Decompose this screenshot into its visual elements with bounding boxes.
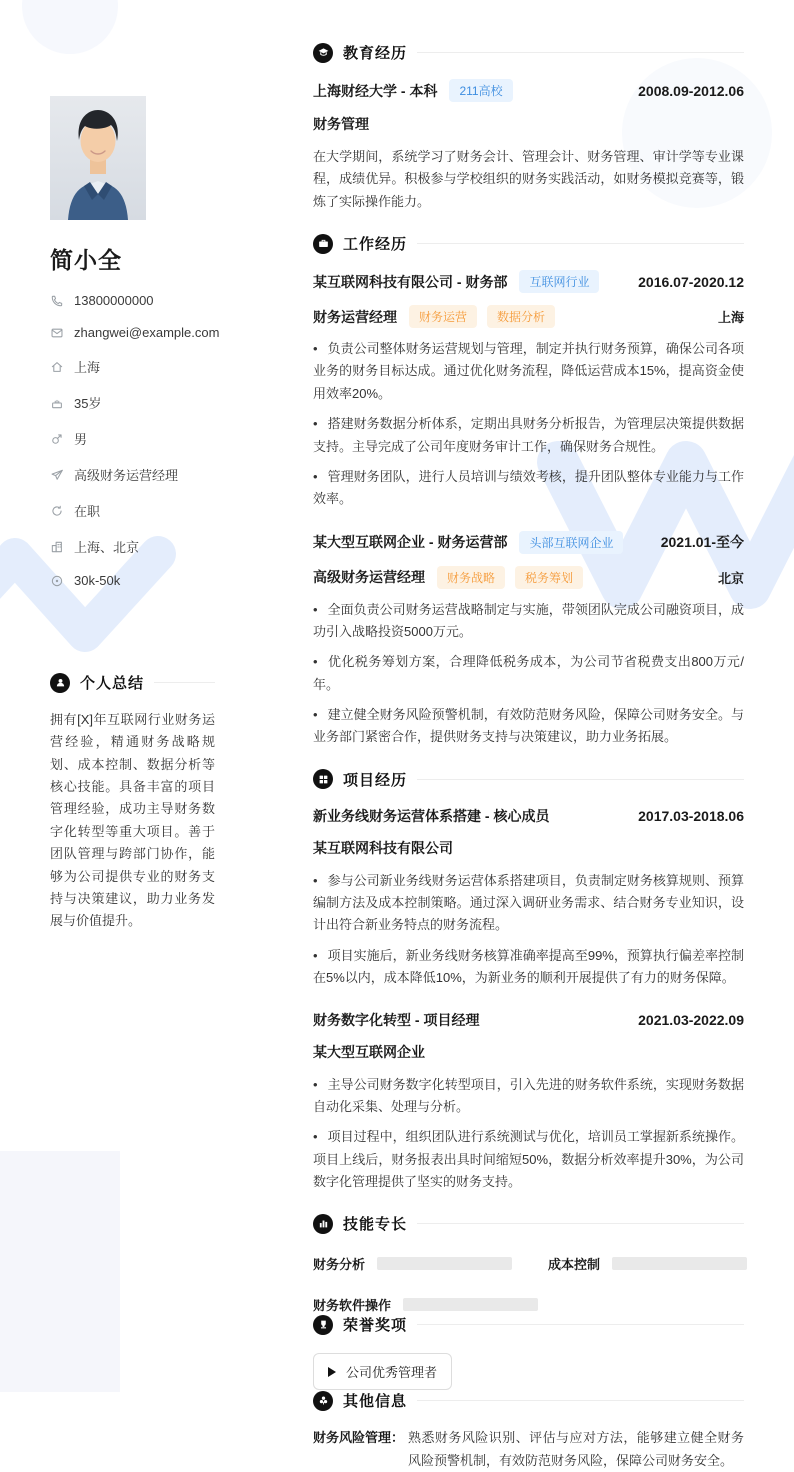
work-section-header xyxy=(313,233,744,254)
profile-photo xyxy=(50,96,146,220)
play-icon xyxy=(328,1367,336,1377)
contact-item-salary xyxy=(50,573,215,588)
projects-section-header xyxy=(313,769,744,790)
section-work xyxy=(313,233,744,749)
honors-title: 荣誉奖项 xyxy=(343,1317,408,1335)
header-divider xyxy=(417,1324,744,1325)
work-bullet: • 搭建财务数据分析体系，定期出具财务分析报告，为管理层决策提供数据支持。主导完成了公司年度财务审计工作，确保财务合规性。 xyxy=(313,413,744,458)
salary-icon xyxy=(50,574,64,588)
education-title-row xyxy=(313,79,744,102)
contact-value: 男 xyxy=(74,432,88,447)
company-name: 某大型互联网企业 - 财务运营部 xyxy=(313,534,508,551)
decor-rect-bottom-left xyxy=(0,1151,120,1392)
project-title-row xyxy=(313,1010,744,1030)
skills-title: 技能专长 xyxy=(343,1216,408,1234)
candidate-name: 简小全 xyxy=(50,247,122,273)
project-company-row xyxy=(313,1042,744,1062)
contact-item-email xyxy=(50,325,220,340)
project-bullet: • 主导公司财务数字化转型项目，引入先进的财务软件系统，实现财务数据自动化采集、处理与分析。 xyxy=(313,1074,744,1119)
section-education xyxy=(313,42,744,213)
school-name: 上海财经大学 - 本科 xyxy=(313,82,438,99)
work-location: 上海 xyxy=(717,310,744,326)
projects-title: 项目经历 xyxy=(343,771,408,789)
major-row xyxy=(313,114,744,134)
project-name: 财务数字化转型 - 项目经理 xyxy=(313,1011,480,1028)
contact-value: 高级财务运营经理 xyxy=(74,468,179,483)
work-role-row xyxy=(313,566,744,589)
other-label: 财务风险管理： xyxy=(313,1430,405,1446)
project-entry xyxy=(313,1010,744,1194)
project-date: 2021.03-2022.09 xyxy=(638,1011,744,1028)
work-bullet: • 优化税务筹划方案，合理降低税务成本，为公司节省税费支出800万元/年。 xyxy=(313,651,744,696)
work-entry xyxy=(313,531,744,749)
project-bullet: • 参与公司新业务线财务运营体系搭建项目，负责制定财务核算规则、预算编制方法及成本控制策略。通过深入调研业务需求、结合财务专业知识，设计出符合新业务特点的财务流程。 xyxy=(313,870,744,937)
gender-icon xyxy=(50,432,64,446)
contact-item-gender xyxy=(50,429,215,448)
contact-item-age xyxy=(50,393,215,412)
other-section-header xyxy=(313,1390,744,1411)
project-company: 某互联网科技有限公司 xyxy=(313,839,453,856)
bar-chart-icon xyxy=(313,1214,333,1234)
contact-value: 30k-50k xyxy=(74,573,121,588)
phone-icon xyxy=(50,294,64,308)
other-title: 其他信息 xyxy=(343,1393,408,1411)
age-icon xyxy=(50,396,64,410)
work-date: 2021.01-至今 xyxy=(660,534,744,551)
header-divider xyxy=(417,243,744,244)
work-bullet: • 负责公司整体财务运营规划与管理，制定并执行财务预算，确保公司各项业务的财务目标达成。通过优化财务流程，降低运营成本15%，提高资金使用效率20%。 xyxy=(313,338,744,405)
work-bullet: • 全面负责公司财务运营战略制定与实施，带领团队完成公司融资项目，成功引入战略投资5000万元。 xyxy=(313,599,744,644)
project-entry xyxy=(313,806,744,990)
contact-list xyxy=(50,293,220,588)
header-divider xyxy=(417,779,744,780)
skill-name: 财务软件操作 xyxy=(313,1298,392,1314)
profile-photo-illustration xyxy=(50,96,146,220)
contact-value: 上海、北京 xyxy=(74,540,140,555)
position-icon xyxy=(50,468,64,482)
skill-item xyxy=(313,1295,548,1314)
mail-icon xyxy=(50,326,64,340)
project-bullet: • 项目实施后，新业务线财务核算准确率提高至99%，预算执行偏差率控制在5%以内，成本降低10%，为新业务的顺利开展提供了有力的财务保障。 xyxy=(313,945,744,990)
education-section-header xyxy=(313,42,744,63)
project-title-row xyxy=(313,806,744,826)
contact-item-location xyxy=(50,357,215,376)
main-column xyxy=(313,0,744,1472)
skill-bar-track xyxy=(612,1257,747,1270)
contact-value: 上海 xyxy=(74,360,101,375)
project-date: 2017.03-2018.06 xyxy=(638,807,744,824)
section-honors xyxy=(313,1314,744,1390)
header-divider xyxy=(154,682,215,683)
school-tag: 211高校 xyxy=(449,79,512,102)
work-date: 2016.07-2020.12 xyxy=(638,273,744,290)
skill-bar-track xyxy=(377,1257,512,1270)
section-skills xyxy=(313,1213,744,1314)
sidebar xyxy=(50,0,220,933)
work-entry xyxy=(313,270,744,511)
other-text: 熟悉财务风险识别、评估与应对方法，能够建立健全财务风险预警机制，有效防范财务风险，保障公司财务安全。 xyxy=(408,1430,744,1468)
education-entry xyxy=(313,79,744,213)
home-icon xyxy=(50,360,64,374)
contact-value: 在职 xyxy=(74,504,101,519)
project-bullet: • 项目过程中，组织团队进行系统测试与优化，培训员工掌握新系统操作。项目上线后，财务报表出具时间缩短50%，数据分析效率提升30%，为公司数字化管理提供了坚实的财务支持。 xyxy=(313,1126,744,1193)
skill-item xyxy=(548,1254,747,1273)
header-divider xyxy=(417,1223,744,1224)
skills-grid xyxy=(313,1254,744,1314)
contact-item-position xyxy=(50,465,215,484)
major-name: 财务管理 xyxy=(313,116,369,132)
contact-value: 13800000000 xyxy=(74,293,154,308)
summary-section-header xyxy=(50,672,215,693)
education-title: 教育经历 xyxy=(343,45,408,62)
work-location: 北京 xyxy=(717,570,744,586)
trophy-icon xyxy=(313,1315,333,1335)
contact-item-phone xyxy=(50,293,215,308)
work-title-row xyxy=(313,531,744,554)
summary-title: 个人总结 xyxy=(80,675,145,692)
work-title: 工作经历 xyxy=(343,236,408,254)
contact-value: 35岁 xyxy=(74,396,102,411)
work-title-row xyxy=(313,270,744,293)
project-name: 新业务线财务运营体系搭建 - 核心成员 xyxy=(313,807,550,824)
contact-item-status xyxy=(50,501,215,520)
status-icon xyxy=(50,504,64,518)
section-other xyxy=(313,1390,744,1472)
briefcase-icon xyxy=(313,234,333,254)
other-item xyxy=(313,1427,744,1472)
role-tag: 财务运营 xyxy=(409,305,477,328)
education-description: 在大学期间，系统学习了财务会计、管理会计、财务管理、审计学等专业课程，成绩优异。积极参与学校组织的财务实践活动，如财务模拟竞赛等，锻炼了实际操作能力。 xyxy=(313,149,744,209)
work-bullet: • 建立健全财务风险预警机制，有效防范财务风险，保障公司财务安全。与业务部门紧密合作，提供财务支持与决策建议，助力业务拓展。 xyxy=(313,704,744,749)
role-name: 财务运营经理 xyxy=(313,308,397,325)
skills-section-header xyxy=(313,1213,744,1234)
company-tag: 互联网行业 xyxy=(519,270,599,293)
skill-bar-track xyxy=(403,1298,538,1311)
contact-value: zhangwei@example.com xyxy=(74,325,220,340)
header-divider xyxy=(417,52,744,53)
grid-icon xyxy=(313,769,333,789)
summary-text: 拥有[X]年互联网行业财务运营经验，精通财务战略规划、成本控制、数据分析等核心技能。具备丰富的项目管理经验，成功主导财务数字化转型等重大项目。善于团队管理与跨部门协作，能够为公司提供专业的财务支持与决策建议，助力业务发展与价值提升。 xyxy=(50,712,215,929)
company-tag: 头部互联网企业 xyxy=(519,531,623,554)
honors-section-header xyxy=(313,1314,744,1335)
honor-item xyxy=(313,1353,452,1390)
graduation-cap-icon xyxy=(313,43,333,63)
header-divider xyxy=(417,1400,744,1401)
contact-item-city-preference xyxy=(50,537,215,556)
city-icon xyxy=(50,540,64,554)
company-name: 某互联网科技有限公司 - 财务部 xyxy=(313,273,508,290)
project-company-row xyxy=(313,838,744,858)
role-tag: 税务筹划 xyxy=(515,566,583,589)
clover-icon xyxy=(313,1391,333,1411)
skill-name: 财务分析 xyxy=(313,1257,366,1273)
skill-name: 成本控制 xyxy=(548,1257,601,1273)
work-role-row xyxy=(313,305,744,328)
education-date: 2008.09-2012.06 xyxy=(638,82,744,99)
section-projects xyxy=(313,769,744,1194)
role-tag: 数据分析 xyxy=(487,305,555,328)
role-tag: 财务战略 xyxy=(437,566,505,589)
role-name: 高级财务运营经理 xyxy=(313,569,425,586)
work-bullet: • 管理财务团队，进行人员培训与绩效考核，提升团队整体专业能力与工作效率。 xyxy=(313,466,744,511)
honor-label: 公司优秀管理者 xyxy=(346,1365,438,1381)
skill-item xyxy=(313,1254,548,1273)
project-company: 某大型互联网企业 xyxy=(313,1043,425,1060)
person-icon xyxy=(50,673,70,693)
